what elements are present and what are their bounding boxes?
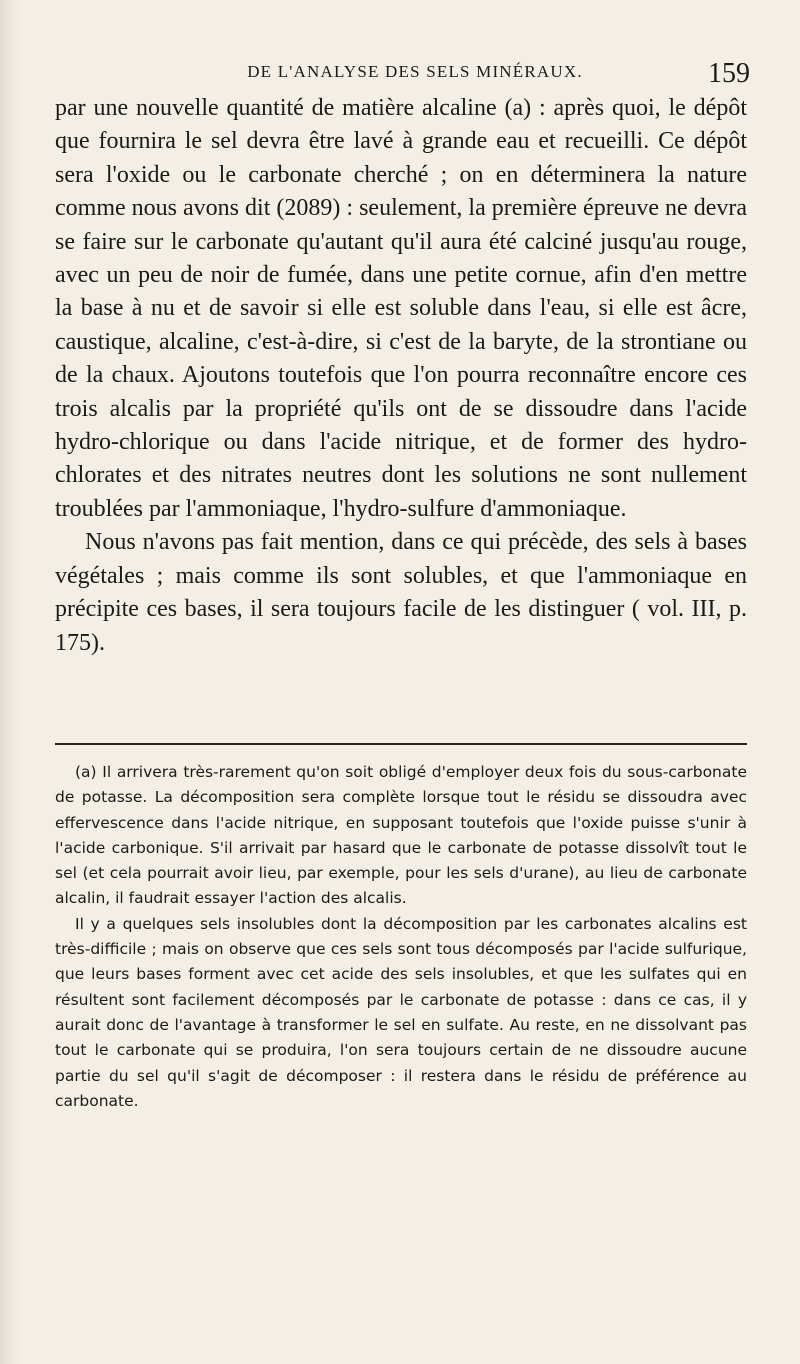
main-text bbox=[55, 92, 747, 660]
footnote-rule bbox=[55, 743, 747, 745]
footnote-paragraph: (a) Il arrivera très-rarement qu'on soit obligé d'employer deux fois du sous-carbonate de potasse. La décomposition sera complète lorsque tout le résidu se dissoudra avec effervescence dans l'acide nitrique, en supposant toutefois que l'oxide puisse s'unir à l'acide carbonique. S'il arrivait par hasard que le carbonate de potasse dissolvît tout le sel (et cela pourrait avoir lieu, par exemple, pour les sels d'urane), au lieu de carbonate alcalin, il faudrait essayer l'action des alcalis. bbox=[55, 763, 747, 908]
body-paragraph: par une nouvelle quantité de matière alcaline (a) : après quoi, le dépôt que fournira le sel devra être lavé à grande eau et recueilli. Ce dépôt sera l'oxide ou le carbonate cherché ; on en déterminera la nature comme nous avons dit (2089) : seulement, la première épreuve ne devra se faire sur le carbonate qu'autant qu'il aura été calciné jusqu'au rouge, avec un peu de noir de fumée, dans une petite cornue, afin d'en mettre la base à nu et de savoir si elle est soluble dans l'eau, si elle est âcre, caustique, alcaline, c'est-à-dire, si c'est de la baryte, de la strontiane ou de la chaux. Ajoutons toutefois que l'on pourra reconnaître encore ces trois alcalis par la propriété qu'ils ont de se dissoudre dans l'acide hydro-chlorique ou dans l'acide nitrique, et de former des hydro-chlorates et des nitrates neutres dont les solutions ne sont nullement troublées par l'ammoniaque, l'hydro-sulfure d'ammoniaque. bbox=[55, 95, 747, 522]
running-title: DE L'ANALYSE DES SELS MINÉRAUX. bbox=[247, 62, 583, 81]
running-header bbox=[0, 58, 800, 92]
body-paragraph: Nous n'avons pas fait mention, dans ce qui précède, des sels à bases végétales ; mais comme ils sont solubles, et que l'ammoniaque en précipite ces bases, il sera toujours facile de les distinguer ( vol. III, p. 175). bbox=[55, 529, 747, 656]
footnotes bbox=[55, 760, 747, 1114]
page-number: 159 bbox=[708, 58, 750, 89]
footnote-paragraph: Il y a quelques sels insolubles dont la décomposition par les carbonates alcalins est très-difficile ; mais on observe que ces sels sont tous décomposés par l'acide sulfurique, que leurs bases forment avec cet acide des sels insolubles, et que les sulfates qui en résultent sont facilement décomposés par le carbonate de potasse : dans ce cas, il y aurait donc de l'avantage à transformer le sel en sulfate. Au reste, en ne dissolvant pas tout le carbonate qui se produira, l'on sera toujours certain de ne dissoudre aucune partie du sel qu'il s'agit de décomposer : il restera dans le résidu de préférence au carbonate. bbox=[55, 914, 747, 1110]
page-edge-shadow bbox=[0, 0, 22, 1364]
